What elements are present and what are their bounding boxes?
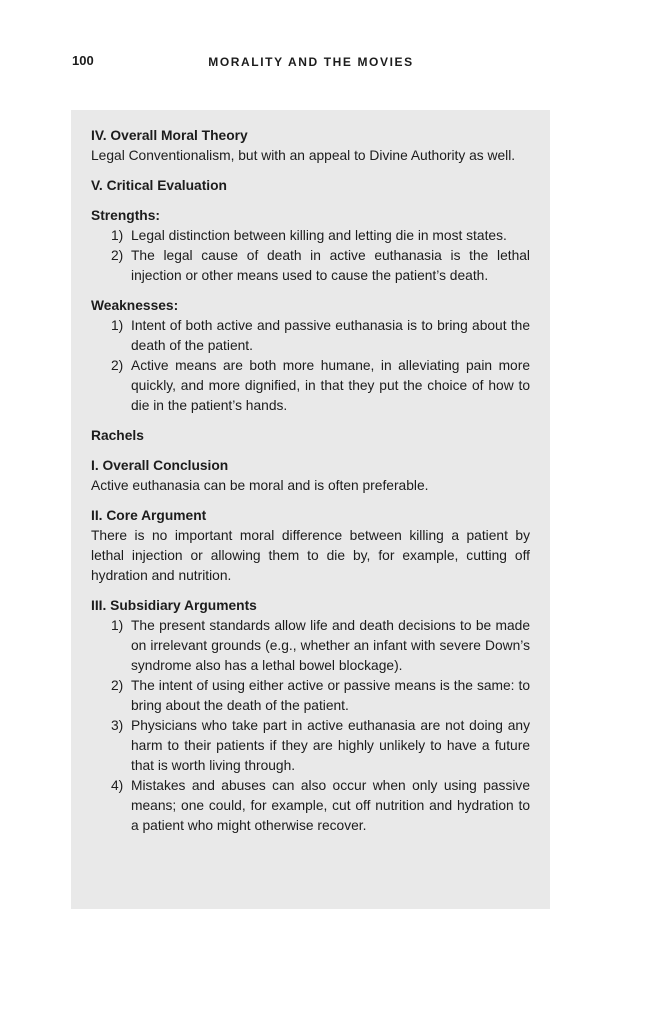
list-marker: 2) [111,248,124,263]
list-marker: 1) [111,228,124,243]
list-marker: 1) [111,618,124,633]
section-heading-conclusion: I. Overall Conclusion [91,458,229,473]
list-marker: 2) [111,358,124,373]
weaknesses-list [91,316,530,416]
list-item [91,776,530,836]
list-item-text: Mistakes and abuses can also occur when only using passive means; one could, for example, cut off nutrition and hydration to a patient who might otherwise recover. [131,778,530,833]
section-heading-critical-evaluation: V. Critical Evaluation [91,178,227,193]
list-item-text: Physicians who take part in active euthanasia are not doing any harm to their patients if they are highly unlikely to have a future that is worth living through. [131,718,530,773]
list-item-text: Legal distinction between killing and letting die in most states. [131,228,507,243]
section-heading-moral-theory: IV. Overall Moral Theory [91,128,248,143]
author-heading: Rachels [91,428,144,443]
moral-theory-text: Legal Conventionalism, but with an appeal to Divine Authority as well. [91,148,516,163]
summary-box [71,110,550,909]
list-item-text: The present standards allow life and death decisions to be made on irrelevant grounds (e.g., whether an infant with severe Down’s syndrome also has a lethal bowel blockage). [131,618,530,673]
list-item [91,246,530,286]
list-item-text: The intent of using either active or passive means is the same: to bring about the death of the patient. [131,678,530,713]
list-item [91,356,530,416]
list-item [91,226,530,246]
list-item-text: The legal cause of death in active euthanasia is the lethal injection or other means used to cause the patient’s death. [131,248,530,283]
list-item-text: Intent of both active and passive euthanasia is to bring about the death of the patient. [131,318,530,353]
list-marker: 3) [111,718,124,733]
list-marker: 1) [111,318,124,333]
list-marker: 2) [111,678,124,693]
list-item [91,316,530,356]
list-marker: 4) [111,778,124,793]
strengths-heading: Strengths: [91,208,160,223]
running-title: MORALITY AND THE MOVIES [208,55,414,69]
strengths-list [91,226,530,286]
list-item [91,716,530,776]
list-item-text: Active means are both more humane, in alleviating pain more quickly, and more dignified, in that they put the choice of how to die in the patient’s hands. [131,358,530,413]
list-item [91,676,530,716]
weaknesses-heading: Weaknesses: [91,298,179,313]
page-number: 100 [72,53,94,68]
section-heading-subsidiary-arguments: III. Subsidiary Arguments [91,598,257,613]
list-item [91,616,530,676]
core-argument-text: There is no important moral difference between killing a patient by lethal injection or allowing them to die by, for example, cutting off hydration and nutrition. [91,528,530,583]
subsidiary-list [91,616,530,836]
conclusion-text: Active euthanasia can be moral and is often preferable. [91,478,429,493]
section-heading-core-argument: II. Core Argument [91,508,207,523]
